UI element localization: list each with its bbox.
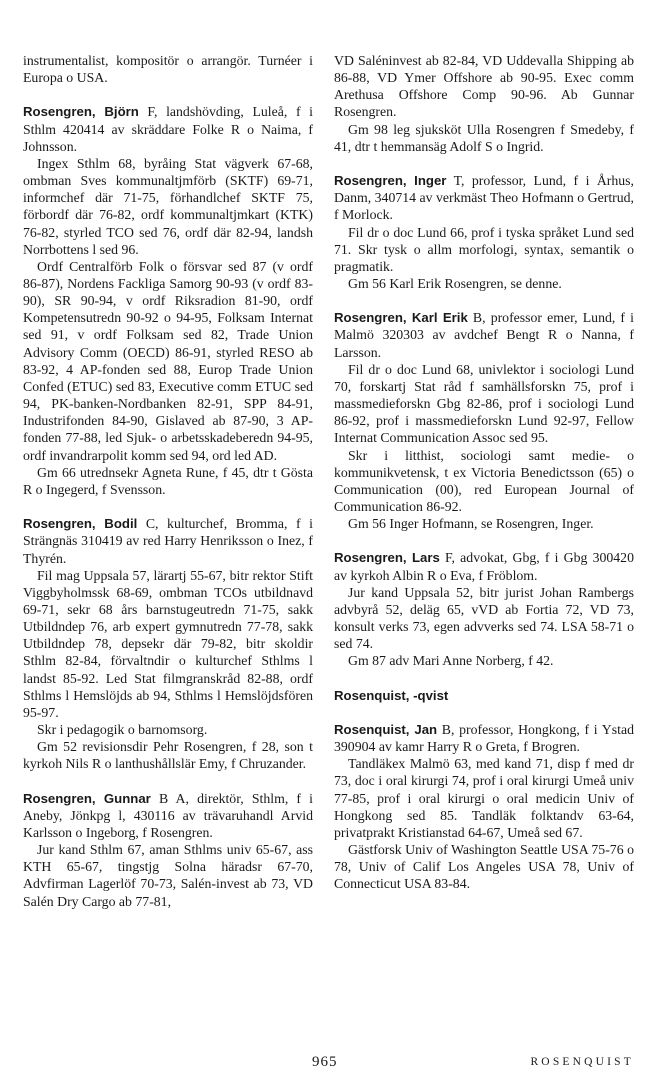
entry-paragraph	[23, 738, 313, 772]
entry-paragraph	[334, 121, 634, 155]
entry-text: Tandläkex Malmö 63, med kand 71, disp f med dr 73, doc i oral kirurgi 74, prof i oral kirurgi Umeå univ 77-85, prof i oral kirurgi o oral medicin Univ of Hongkong sed 85. Tandläk folktandv 63-64, privatprakt Kristianstad 64-67, Umeå sed 67.	[334, 756, 634, 840]
entry-spacer	[334, 292, 634, 309]
page-footer	[0, 1054, 664, 1074]
entry-text: B A, direktör, Sthlm, f i Aneby, Jönkpg l, 430116 av trävaruhandl Arvid Karlsson o Ingeborg, f Rosengren.	[23, 790, 313, 840]
entry-paragraph	[334, 275, 634, 292]
entry-heading-paragraph	[23, 790, 313, 841]
entry-heading-paragraph	[334, 687, 634, 704]
entry-paragraph	[23, 258, 313, 464]
entry-text: Skr i litthist, sociologi samt medie- o kommunikvetensk, t ex Victoria Benedictsson (65) o Communication (00), red European Journal of Communication 86-92.	[334, 447, 634, 515]
entry-text: instrumentalist, kompositör o arrangör. Turnéer i Europa o USA.	[23, 53, 313, 86]
entry-text: T, professor, Lund, f i Århus, Danm, 340714 av verkmäst Theo Hofmann o Gertrud, f Morlock.	[334, 173, 634, 223]
entry-spacer	[334, 704, 634, 721]
entry-text: Skr i pedagogik o barnomsorg.	[37, 722, 208, 738]
entry-paragraph	[334, 361, 634, 447]
entry-paragraph	[334, 755, 634, 841]
entry-heading-paragraph	[334, 309, 634, 360]
entry-text: F, advokat, Gbg, f i Gbg 300420 av kyrkoh Albin R o Eva, f Fröblom.	[334, 550, 634, 583]
entry-name: Rosenquist, -qvist	[334, 687, 449, 703]
entry-text: C, kulturchef, Bromma, f i Strängnäs 310419 av red Harry Henriksson o Inez, f Thyrén.	[23, 516, 314, 566]
page-number: 965	[312, 1054, 338, 1070]
entry-paragraph	[334, 224, 634, 275]
entry-heading-paragraph	[23, 103, 313, 154]
entry-paragraph	[23, 155, 313, 258]
entry-text: Ingex Sthlm 68, byråing Stat vägverk 67-68, ombman Sves kommunaltjmförb (SKTF) 69-71, informchef där 71-75, förhandlchef SKTF 75, förbordf där 76-82, ordf kommunaltjmkart (KTK) 76-82, styrled TCO sed 76, ordf där 82-94, landsh Norrbottens l sed 96.	[23, 155, 313, 257]
entry-name: Rosengren, Gunnar	[23, 790, 151, 806]
entry-heading-paragraph	[334, 721, 634, 755]
entry-paragraph	[334, 652, 634, 669]
entry-spacer	[334, 532, 634, 549]
entry-paragraph	[23, 52, 313, 86]
entry-name: Rosengren, Björn	[23, 104, 139, 120]
entry-text: Gm 66 utrednsekr Agneta Rune, f 45, dtr t Gösta R o Ingegerd, f Svensson.	[23, 464, 313, 497]
entry-name: Rosengren, Inger	[334, 173, 447, 189]
entry-paragraph	[334, 52, 634, 121]
entry-name: Rosengren, Karl Erik	[334, 310, 468, 326]
left-column	[23, 52, 313, 910]
right-column	[334, 52, 634, 893]
entry-spacer	[23, 86, 313, 103]
entry-name: Rosengren, Bodil	[23, 516, 138, 532]
entry-text: Fil dr o doc Lund 66, prof i tyska språket Lund sed 71. Skr tysk o allm morfologi, syntax, semantik o pragmatik.	[334, 224, 634, 274]
entry-text: Gm 56 Inger Hofmann, se Rosengren, Inger.	[348, 516, 594, 532]
entry-text: Gm 98 leg sjuksköt Ulla Rosengren f Smedeby, f 41, dtr t hemmansäg Adolf S o Ingrid.	[334, 121, 634, 154]
entry-text: B, professor emer, Lund, f i Malmö 320303 av avdchef Bengt R o Nanna, f Larsson.	[334, 310, 634, 360]
entry-text: Ordf Centralförb Folk o försvar sed 87 (v ordf 86-87), Nordens Fackliga Samorg 90-93 (v ordf 83-90), SR 90-94, v ordf Riksradion 81-90, ordf Kompetensutredn 90-92 o 94-95, Folksam Internat sed 91, v ordf Folksam sed 82, Trade Union Advisory Comm (OECD) 86-91, styrled RESO ab 83-92, 4 AP-fonden sed 88, Europ Trade Union Confed (ETUC) sed 83, Executive comm ETUC sed 94, PK-banken-Nordbanken 82-91, SPP 84-91, Industrifonden 84-90, Gislaved ab 87-90, 3 AP-fonden 77-88, led Sjuk- o arbetsskadeberedn 94-95, ordf invandrarpolit komm sed 94, ord led AD.	[23, 258, 313, 463]
entry-text: Gm 87 adv Mari Anne Norberg, f 42.	[348, 653, 554, 669]
entry-heading-paragraph	[334, 549, 634, 583]
entry-paragraph	[23, 841, 313, 910]
entry-text: Gm 52 revisionsdir Pehr Rosengren, f 28, son t kyrkoh Nils R o lanthushållslär Emy, f Chruzander.	[23, 739, 313, 772]
entry-paragraph	[334, 447, 634, 516]
entry-text: Fil dr o doc Lund 68, univlektor i sociologi Lund 70, forskartj Stat råd f samhällsforskn 75, prof i massmedieforskn Gbg 82-86, prof i sociologi Lund 86-92, prof i massmedieforskn Lund 92-97, Fellow Internat Communication Assoc sed 95.	[334, 361, 634, 446]
entry-name: Rosenquist, Jan	[334, 722, 438, 738]
entry-spacer	[334, 155, 634, 172]
entry-name: Rosengren, Lars	[334, 550, 440, 566]
entry-paragraph	[334, 841, 634, 892]
entry-heading-paragraph	[23, 515, 313, 566]
entry-text: Jur kand Uppsala 52, bitr jurist Johan Rambergs advbyrå 52, deläg 65, vVD ab Fortia 72, VD 73, konsult verks 73, egen advverks sed 74. LSA 58-71 o sed 74.	[334, 584, 634, 652]
entry-paragraph	[23, 721, 313, 738]
entry-text: VD Saléninvest ab 82-84, VD Uddevalla Shipping ab 86-88, VD Ymer Offshore ab 90-95. Exec comm Arethusa Offshore Comp 90-96. Ab Gunnar Rosengren.	[334, 53, 634, 120]
entry-heading-paragraph	[334, 172, 634, 223]
entry-text: Fil mag Uppsala 57, lärartj 55-67, bitr rektor Stift Viggbyholmssk 68-69, ombman TCOs utbildnavd 69-71, sekr 68 års barnstugeutredn 71-75, sakk Utbildndep 76, arb expert gymnutredn 77-78, sakk Utbildndep 78, depsekr där 79-82, bitr skoldir Sthlm 82-84, förvaltndir o kulturchef Sthlms l landst 85-92. Led Stat filmgranskråd 82-88, ordf Sthlms l Hemslöjds ab 94, Sthlms l Hemslöjdsfören 95-97.	[23, 567, 313, 720]
entry-text: Gm 56 Karl Erik Rosengren, se denne.	[348, 276, 562, 292]
entry-spacer	[23, 498, 313, 515]
entry-spacer	[334, 670, 634, 687]
entry-text: F, landshövding, Luleå, f i Sthlm 420414 av skräddare Folke R o Naima, f Johnsson.	[23, 104, 314, 154]
entry-text: Gästforsk Univ of Washington Seattle USA 75-76 o 78, Univ of Calif Los Angeles USA 78, Univ of Connecticut USA 83-84.	[334, 842, 634, 892]
entry-text: B, professor, Hongkong, f i Ystad 390904 av kamr Harry R o Greta, f Brogren.	[334, 722, 634, 755]
entry-text: Jur kand Sthlm 67, aman Sthlms univ 65-67, ass KTH 65-67, tingstjg Solna häradsr 67-70, Advfirman Lagerlöf 70-73, Salén-invest ab 73, VD Salén Dry Cargo ab 77-81,	[23, 842, 313, 909]
entry-paragraph	[334, 515, 634, 532]
running-head: ROSENQUIST	[530, 1056, 634, 1068]
entry-paragraph	[23, 567, 313, 721]
entry-paragraph	[23, 464, 313, 498]
entry-paragraph	[334, 584, 634, 653]
entry-spacer	[23, 773, 313, 790]
